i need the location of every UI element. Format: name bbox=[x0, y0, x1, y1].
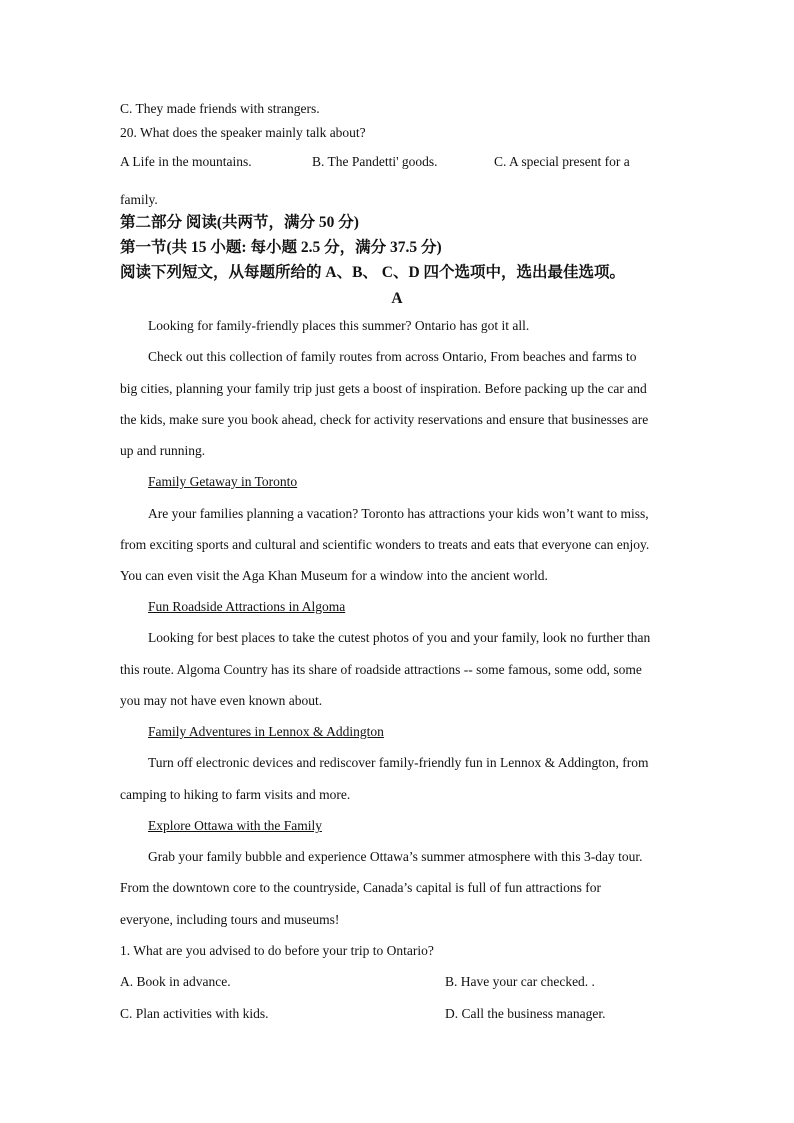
q1-stem: 1. What are you advised to do before your trip to Ontario? bbox=[120, 943, 434, 958]
paragraph-line: Are your families planning a vacation? Toronto has attractions your kids won’t want to miss, bbox=[148, 506, 649, 521]
q20-option-a: A Life in the mountains. bbox=[120, 154, 252, 169]
section-heading-toronto: Family Getaway in Toronto bbox=[148, 474, 298, 489]
section-heading-algoma: Fun Roadside Attractions in Algoma bbox=[148, 599, 346, 614]
paragraph-line: You can even visit the Aga Khan Museum for a window into the ancient world. bbox=[120, 568, 548, 583]
paragraph-line: up and running. bbox=[120, 443, 206, 458]
q1-option-d: D. Call the business manager. bbox=[445, 1006, 606, 1021]
q20-option-c-continued: family. bbox=[120, 192, 158, 207]
paragraph-line: Check out this collection of family routes from across Ontario, From beaches and farms to bbox=[148, 349, 637, 364]
q1-option-a: A. Book in advance. bbox=[120, 974, 231, 989]
q19-option-c: C. They made friends with strangers. bbox=[120, 101, 320, 116]
paragraph-line: Turn off electronic devices and rediscover family-friendly fun in Lennox & Addington, from bbox=[148, 755, 649, 770]
section-heading-lennox: Family Adventures in Lennox & Addington bbox=[148, 724, 384, 739]
paragraph-line: from exciting sports and cultural and scientific wonders to treats and eats that everyone can enjoy. bbox=[120, 537, 650, 552]
paragraph-line: everyone, including tours and museums! bbox=[120, 912, 340, 927]
q20-option-b: B. The Pandetti' goods. bbox=[312, 154, 438, 169]
paragraph-line: you may not have even known about. bbox=[120, 693, 323, 708]
paragraph-line: big cities, planning your family trip just gets a boost of inspiration. Before packing up the car and bbox=[120, 381, 647, 396]
passage-label: A bbox=[391, 290, 403, 307]
paragraph-line: From the downtown core to the countryside, Canada’s capital is full of fun attractions for bbox=[120, 880, 602, 895]
q1-option-c: C. Plan activities with kids. bbox=[120, 1006, 269, 1021]
paragraph-line: the kids, make sure you book ahead, check for activity reservations and ensure that businesses are bbox=[120, 412, 649, 427]
paragraph-line: Looking for best places to take the cutest photos of you and your family, look no further than bbox=[148, 630, 651, 645]
paragraph-line: Grab your family bubble and experience Ottawa’s summer atmosphere with this 3-day tour. bbox=[148, 849, 643, 864]
paragraph-line: Looking for family-friendly places this summer? Ontario has got it all. bbox=[148, 318, 530, 333]
paragraph-line: camping to hiking to farm visits and more. bbox=[120, 787, 351, 802]
part2-heading: 第二部分 阅读(共两节，满分 50 分) bbox=[120, 214, 359, 231]
q20-stem: 20. What does the speaker mainly talk about? bbox=[120, 125, 366, 140]
section-heading-ottawa: Explore Ottawa with the Family bbox=[148, 818, 322, 833]
q20-option-c: C. A special present for a bbox=[494, 154, 630, 169]
reading-instruction: 阅读下列短文，从每题所给的 A、B、 C、D 四个选项中，选出最佳选项。 bbox=[120, 264, 626, 281]
q1-option-b: B. Have your car checked. . bbox=[445, 974, 595, 989]
section1-heading: 第一节(共 15 小题: 每小题 2.5 分，满分 37.5 分) bbox=[120, 239, 442, 256]
paragraph-line: this route. Algoma Country has its share of roadside attractions -- some famous, some odd, some bbox=[120, 662, 642, 677]
